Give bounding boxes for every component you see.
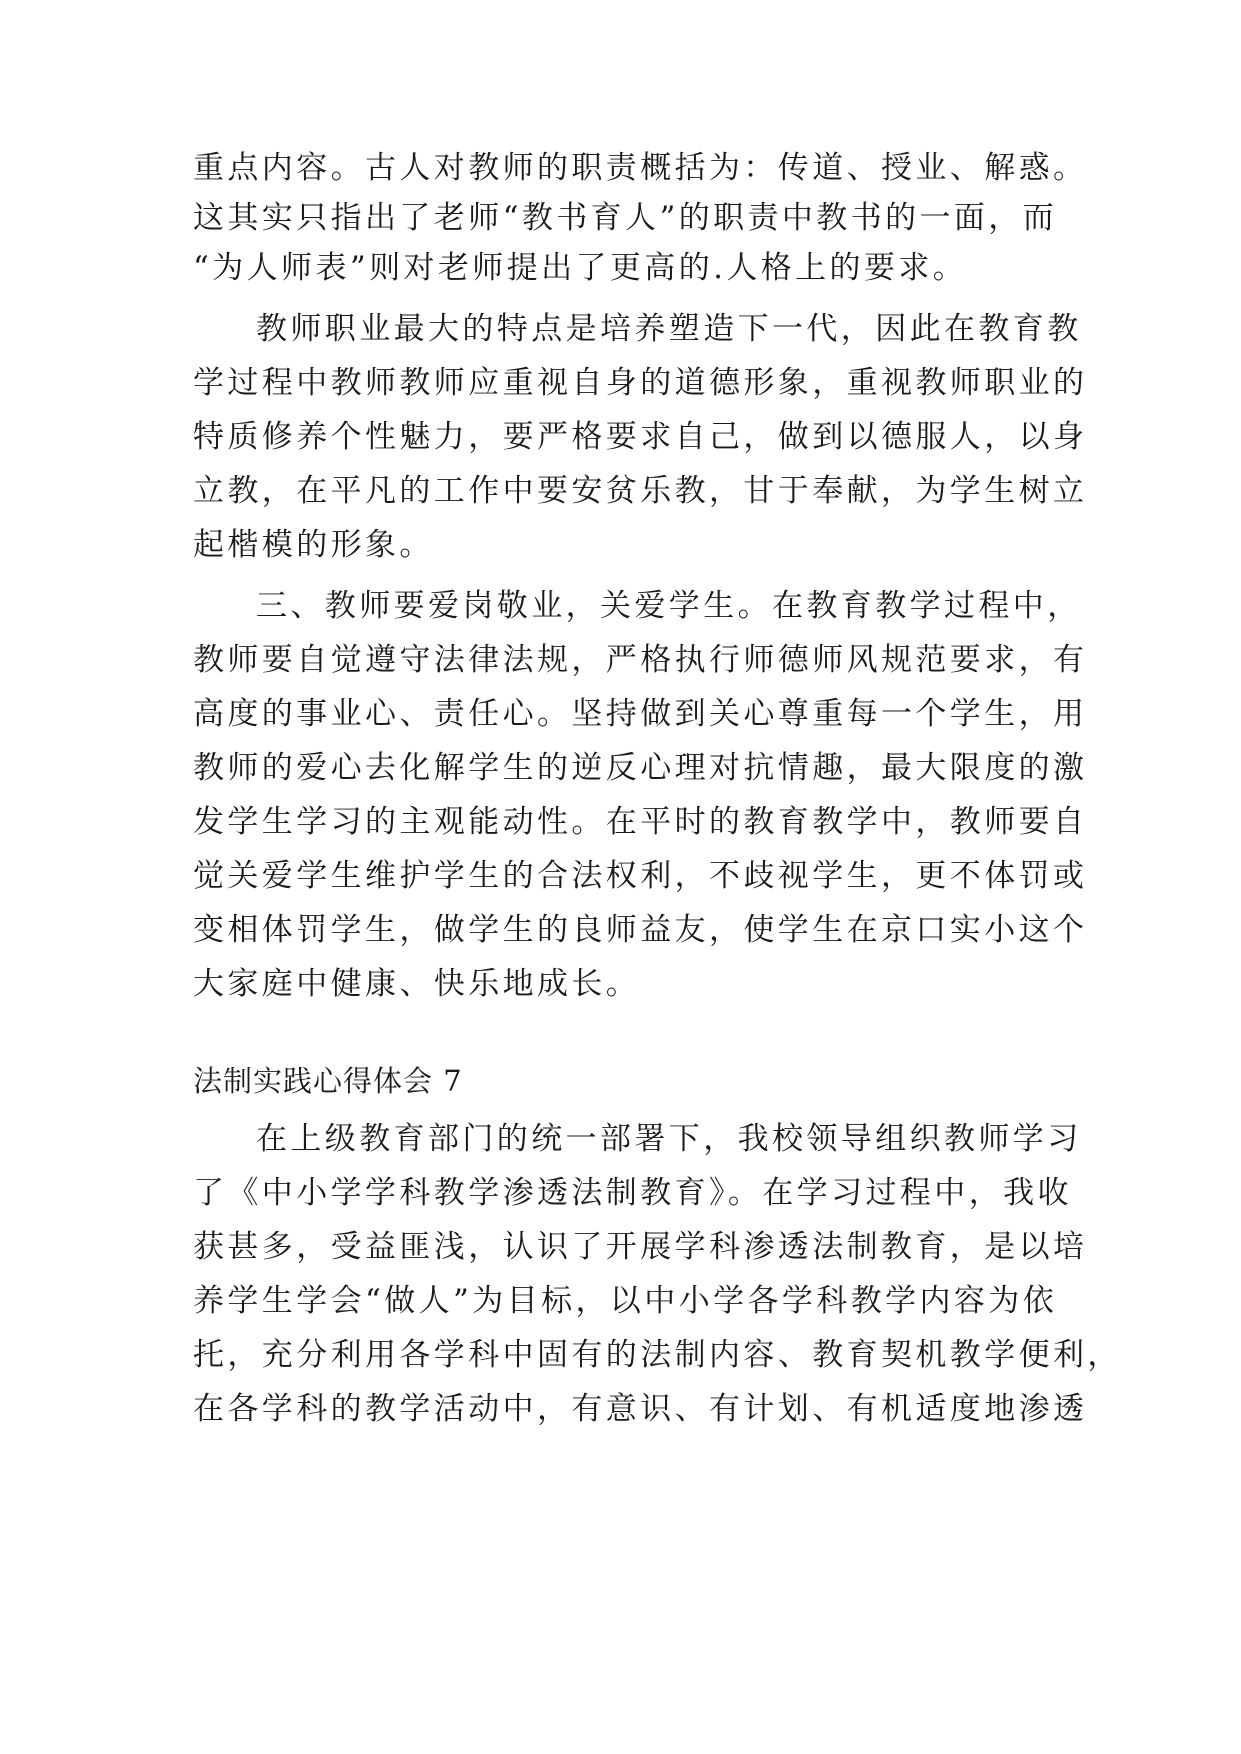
paragraph-line: 了《中小学学科教学渗透法制教育》。在学习过程中，我收 [193, 1175, 1072, 1211]
paragraph-line: 养学生学会“做人”为目标，以中小学各学科教学内容为依 [193, 1283, 1058, 1319]
paragraph-line: 高度的事业心、责任心。坚持做到关心尊重每一个学生，用 [193, 696, 1088, 732]
paragraph-line: 觉关爱学生维护学生的合法权利，不歧视学生，更不体罚或 [193, 858, 1088, 894]
paragraph-line: 教师的爱心去化解学生的逆反心理对抗情趣，最大限度的激 [193, 750, 1088, 786]
paragraph-line: 在上级教育部门的统一部署下，我校领导组织教师学习 [256, 1121, 1082, 1157]
paragraph-line: 学过程中教师教师应重视自身的道德形象，重视教师职业的 [193, 365, 1088, 401]
paragraph-line: 重点内容。古人对教师的职责概括为：传道、授业、解惑。 [193, 150, 1088, 186]
paragraph-line: 大家庭中健康、快乐地成长。 [193, 966, 641, 1002]
paragraph-line: 教师职业最大的特点是培养塑造下一代，因此在教育教 [256, 311, 1082, 347]
paragraph-line: 在各学科的教学活动中，有意识、有计划、有机适度地渗透 [193, 1391, 1088, 1427]
paragraph-line: 发学生学习的主观能动性。在平时的教育教学中，教师要自 [193, 804, 1088, 840]
paragraph-line: 变相体罚学生，做学生的良师益友，使学生在京口实小这个 [193, 912, 1088, 948]
paragraph-line: 三、教师要爱岗敬业，关爱学生。在教育教学过程中， [256, 588, 1082, 624]
paragraph-line: 托，充分利用各学科中固有的法制内容、教育契机教学便利， [193, 1337, 1122, 1373]
paragraph-line: 特质修养个性魅力，要严格要求自己，做到以德服人，以身 [193, 419, 1088, 455]
section-heading: 法制实践心得体会 7 [193, 1064, 463, 1098]
paragraph-line: 起楷模的形象。 [193, 527, 434, 563]
paragraph-line: “为人师表”则对老师提出了更高的.人格上的要求。 [193, 250, 968, 286]
paragraph-line: 教师要自觉遵守法律法规，严格执行师德师风规范要求，有 [193, 642, 1088, 678]
paragraph-line: 这其实只指出了老师“教书育人”的职责中教书的一面，而 [193, 200, 1058, 236]
paragraph-line: 立教，在平凡的工作中要安贫乐教，甘于奉献，为学生树立 [193, 473, 1088, 509]
paragraph-line: 获甚多，受益匪浅，认识了开展学科渗透法制教育，是以培 [193, 1229, 1088, 1265]
